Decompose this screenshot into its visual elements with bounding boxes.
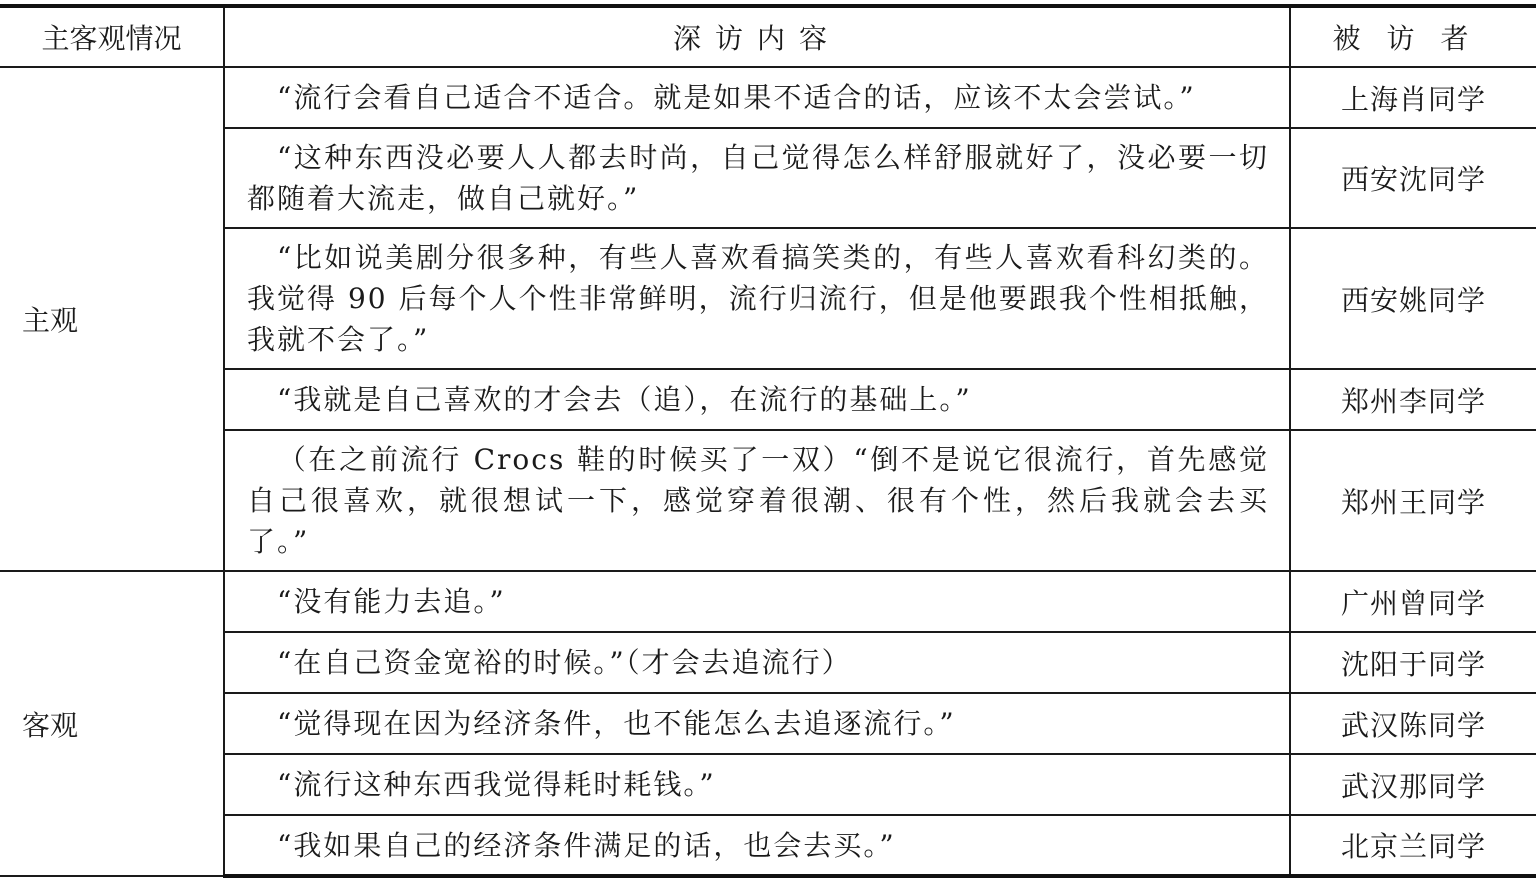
interview-content xyxy=(224,430,1290,571)
interview-content xyxy=(224,369,1290,430)
header-category: 主客观情况 xyxy=(0,6,224,67)
table-row xyxy=(0,128,1536,228)
interview-content xyxy=(224,571,1290,632)
content-text: “流行会看自己适合不适合。就是如果不适合的话，应该不太会尝试。” xyxy=(277,81,1196,114)
respondent: 西安姚同学 xyxy=(1290,228,1536,369)
table-row xyxy=(0,571,1536,632)
table-row xyxy=(0,67,1536,128)
content-text: “比如说美剧分很多种，有些人喜欢看搞笑类的，有些人喜欢看科幻类的。我觉得 90 后每个人个性非常鲜明，流行归流行，但是他要跟我个性相抵触，我就不会了。” xyxy=(247,241,1269,356)
respondent: 武汉陈同学 xyxy=(1290,693,1536,754)
interview-table xyxy=(0,4,1536,878)
interview-content xyxy=(224,128,1290,228)
interview-content xyxy=(224,693,1290,754)
respondent: 郑州王同学 xyxy=(1290,430,1536,571)
table-row xyxy=(0,754,1536,815)
content-text: “流行这种东西我觉得耗时耗钱。” xyxy=(277,768,716,801)
content-text: “在自己资金宽裕的时候。”（才会去追流行） xyxy=(277,646,852,679)
interview-content xyxy=(224,228,1290,369)
interview-content xyxy=(224,754,1290,815)
category-objective: 客观 xyxy=(0,571,224,876)
content-text: “我就是自己喜欢的才会去（追），在流行的基础上。” xyxy=(277,383,972,416)
table-row xyxy=(0,632,1536,693)
content-text: （在之前流行 Crocs 鞋的时候买了一双）“倒不是说它很流行，首先感觉自己很喜欢，就很想试一下，感觉穿着很潮、很有个性，然后我就会去买了。” xyxy=(247,443,1269,558)
respondent: 郑州李同学 xyxy=(1290,369,1536,430)
header-respondent: 被访者 xyxy=(1290,6,1536,67)
content-text: “这种东西没必要人人都去时尚，自己觉得怎么样舒服就好了，没必要一切都随着大流走，做自己就好。” xyxy=(247,141,1269,215)
table-row xyxy=(0,815,1536,876)
interview-content xyxy=(224,632,1290,693)
respondent: 武汉那同学 xyxy=(1290,754,1536,815)
table-row xyxy=(0,430,1536,571)
table-row xyxy=(0,369,1536,430)
respondent: 上海肖同学 xyxy=(1290,67,1536,128)
content-text: “觉得现在因为经济条件，也不能怎么去追逐流行。” xyxy=(277,707,956,740)
content-text: “没有能力去追。” xyxy=(277,585,506,618)
content-text: “我如果自己的经济条件满足的话，也会去买。” xyxy=(277,828,896,862)
header-content: 深访内容 xyxy=(224,6,1290,67)
respondent: 北京兰同学 xyxy=(1290,815,1536,876)
table-header-row xyxy=(0,6,1536,67)
respondent: 西安沈同学 xyxy=(1290,128,1536,228)
table-row xyxy=(0,228,1536,369)
category-subjective: 主观 xyxy=(0,67,224,571)
table-row xyxy=(0,693,1536,754)
interview-content xyxy=(224,815,1290,876)
respondent: 广州曾同学 xyxy=(1290,571,1536,632)
respondent: 沈阳于同学 xyxy=(1290,632,1536,693)
interview-content xyxy=(224,67,1290,128)
